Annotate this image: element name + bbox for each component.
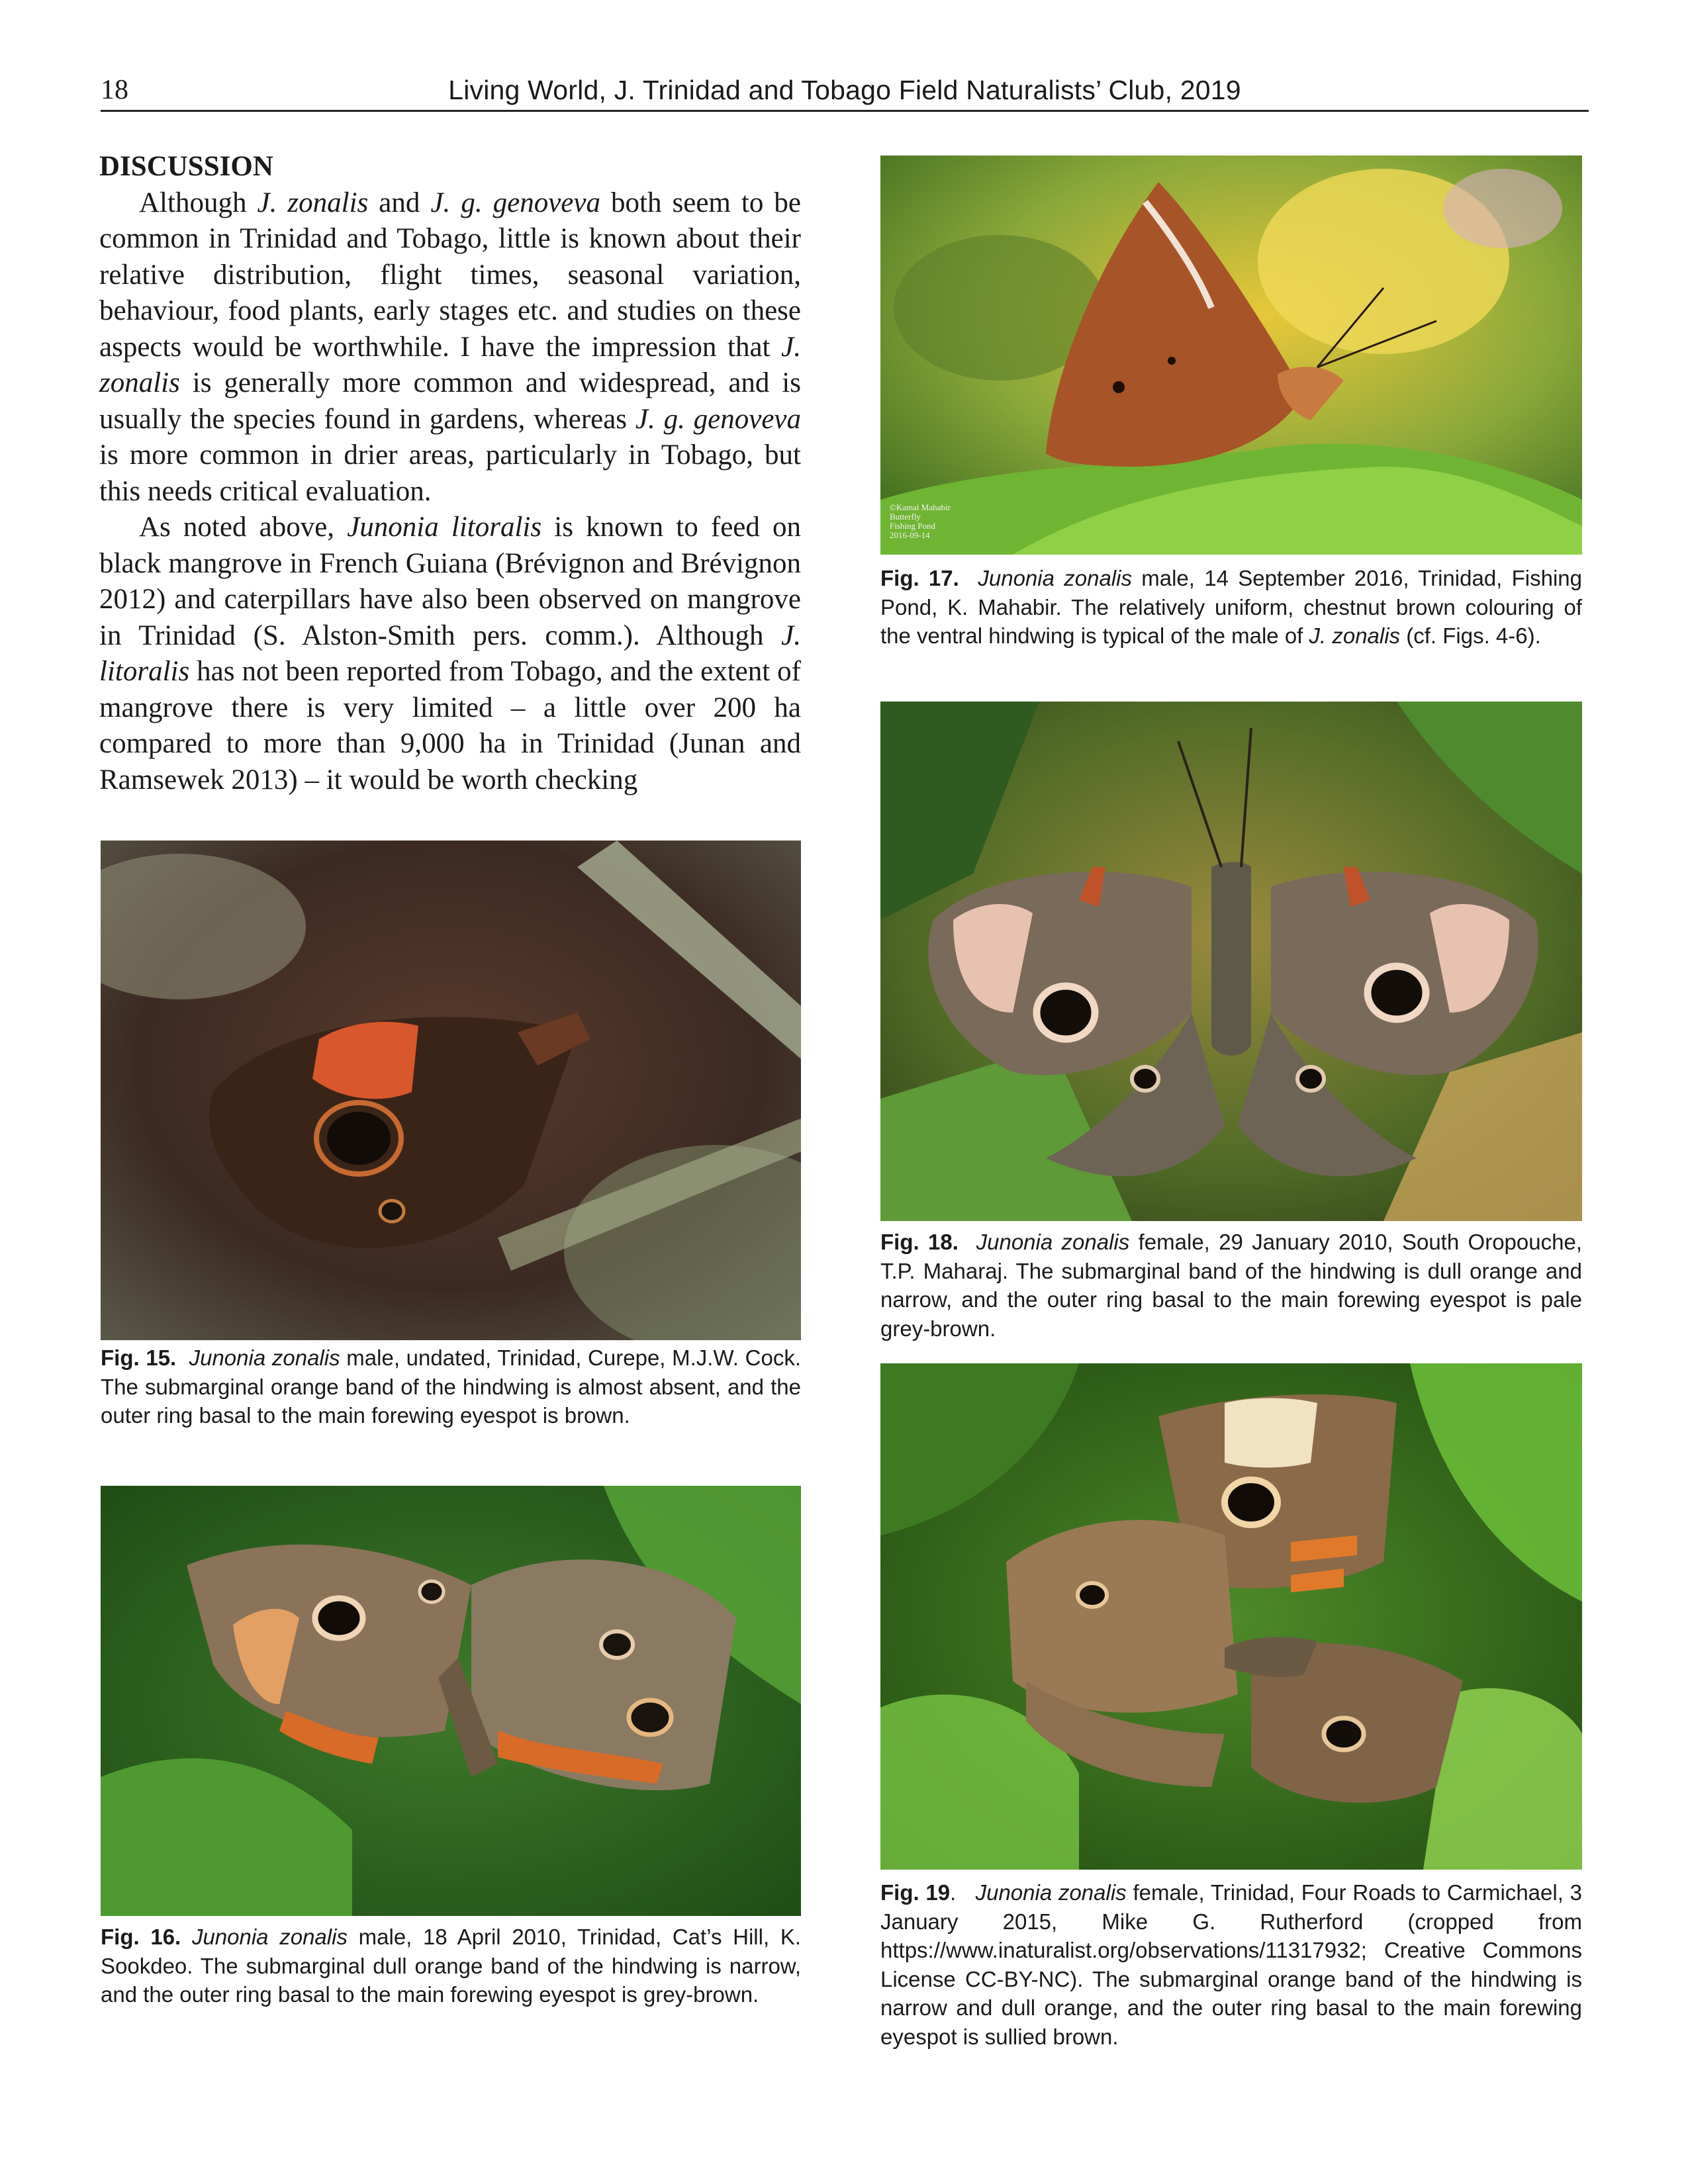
- figure-label: Fig. 18.: [880, 1230, 959, 1254]
- fig15-caption: Fig. 15. Junonia zonalis male, undated, Trinidad, Curepe, M.J.W. Cock. The submarginal orange band of the hindwing is almost absent, and the outer ring basal to the main forewing eyespot is brown.: [101, 1345, 801, 1428]
- figure-label: Fig. 16.: [101, 1925, 181, 1949]
- fig19-caption: Fig. 19. Junonia zonalis female, Trinidad, Four Roads to Carmichael, 3 January 2015, Mike G. Rutherford (cropped from https://www.inaturalist.org/observations/11317932; Creative Commons License CC-BY-NC). The submarginal orange band of the hindwing is narrow and dull orange, and the outer ring basal to the main forewing eyespot is sullied brown.: [880, 1880, 1582, 2049]
- fig18-photo: [880, 702, 1582, 1221]
- fig16-photo: [101, 1486, 801, 1916]
- figure-label: Fig. 17.: [880, 566, 959, 590]
- discussion-section: [99, 149, 801, 798]
- journal-title: Living World, J. Trinidad and Tobago Field Naturalists’ Club, 2019: [448, 75, 1241, 105]
- running-header: [101, 66, 1589, 112]
- section-heading: DISCUSSION: [99, 151, 273, 182]
- fig17-photo: [880, 156, 1582, 555]
- page-number: 18: [101, 75, 128, 105]
- paragraph: As noted above, Junonia litoralis is known to feed on black mangrove in French Guiana (Brévignon and Brévignon 2012) and caterpillars have also been observed on mangrove in Trinidad (S. Alston-Smith pers. comm.). Although J. litoralis has not been reported from Tobago, and the extent of mangrove there is very limited – a little over 200 ha compared to more than 9,000 ha in Trinidad (Junan and Ramsewek 2013) – it would be worth checking: [99, 512, 802, 796]
- fig15-photo: [101, 841, 801, 1340]
- fig16-caption: Fig. 16. Junonia zonalis male, 18 April 2010, Trinidad, Cat’s Hill, K. Sookdeo. The submarginal dull orange band of the hindwing is narrow, and the outer ring basal to the main forewing eyespot is grey-brown.: [101, 1925, 802, 2007]
- fig17-caption: Fig. 17. Junonia zonalis male, 14 September 2016, Trinidad, Fishing Pond, K. Mahabir. The relatively uniform, chestnut brown colouring of the ventral hindwing is typical of the male of J. zonalis (cf. Figs. 4-6).: [880, 566, 1582, 648]
- figure-label: Fig. 15.: [101, 1345, 177, 1370]
- paragraph: Although J. zonalis and J. g. genoveva both seem to be common in Trinidad and Tobago, little is known about their relative distribution, flight times, seasonal variation, behaviour, food plants, early stages etc. and studies on these aspects would be worthwhile. I have the impression that J. zonalis is generally more common and widespread, and is usually the species found in gardens, whereas J. g. genoveva is more common in drier areas, particularly in Tobago, but this needs critical evaluation.: [99, 187, 801, 507]
- fig19-photo: [880, 1363, 1582, 1870]
- photo-credit-watermark: ©Kamal Mahabir Butterfly Fishing Pond 2016-09-14: [890, 502, 951, 540]
- figure-label: Fig. 19: [880, 1880, 951, 1905]
- fig18-caption: Fig. 18. Junonia zonalis female, 29 January 2010, South Oropouche, T.P. Maharaj. The submarginal band of the hindwing is dull orange and narrow, and the outer ring basal to the main forewing eyespot is pale grey-brown.: [880, 1230, 1582, 1341]
